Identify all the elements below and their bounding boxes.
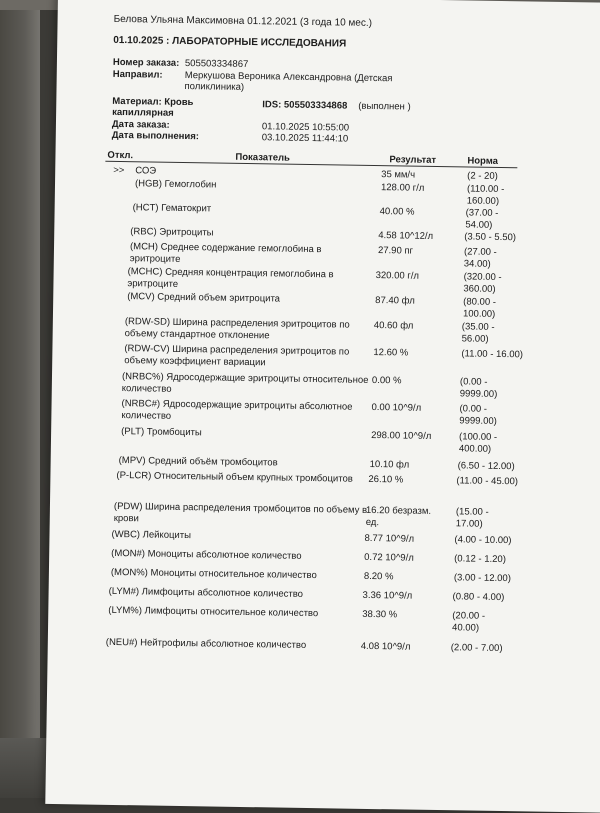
- header-flag: Откл.: [107, 149, 134, 162]
- row-name: (RDW-CV) Ширина распределения эритроцитов по объему коэффициент вариации: [124, 343, 350, 368]
- done-date-value: 03.10.2025 11:44:10: [261, 132, 349, 145]
- report-title: 01.10.2025 : ЛАБОРАТОРНЫЕ ИССЛЕДОВАНИЯ: [113, 34, 347, 50]
- row-name: (LYM#) Лимфоциты абсолютное количество: [108, 585, 304, 600]
- row-result: 8.20 %: [363, 570, 394, 583]
- table-row: [49, 566, 600, 585]
- order-number-value: 505503334867: [184, 58, 249, 70]
- row-norm: (320.00 - 360.00): [463, 271, 502, 295]
- row-name: (MCH) Среднее содержание гемоглобина в эритроците: [129, 241, 322, 265]
- row-name: (NRBC#) Ядросодержащие эритроциты абсолютное количество: [121, 398, 353, 422]
- row-result: 40.00 %: [379, 206, 415, 218]
- row-result: 26.10 %: [368, 473, 404, 486]
- row-norm: (35.00 - 56.00): [461, 321, 495, 345]
- material-label: Материал: Кровь капиллярная: [112, 95, 194, 119]
- row-norm: (3.50 - 5.50): [464, 231, 517, 244]
- row-norm: (100.00 - 400.00): [458, 431, 498, 455]
- row-norm: (4.00 - 10.00): [454, 534, 512, 547]
- row-result: 320.00 г/л: [375, 270, 420, 282]
- patient-line: Белова Ульяна Максимовна 01.12.2021 (3 года 10 мес.): [113, 13, 373, 29]
- row-name: (LYM%) Лимфоциты относительное количество: [108, 604, 319, 620]
- table-row: [55, 164, 600, 182]
- row-name: (RBC) Эритроциты: [130, 226, 214, 239]
- row-name: (PDW) Ширина распределения тромбоцитов по объему в крови: [113, 500, 368, 524]
- desk-background-left: [0, 0, 40, 798]
- row-result: 16.20 безразм. ед.: [365, 504, 432, 528]
- table-row: [48, 604, 600, 634]
- row-norm: (0.00 - 9999.00): [459, 376, 498, 400]
- header-result: Результат: [389, 154, 437, 166]
- row-result: 0.00 10^9/л: [371, 401, 422, 414]
- row-name: (NRBC%) Ядросодержащие эритроциты относительное количество: [121, 371, 369, 395]
- row-norm: (6.50 - 12.00): [457, 460, 515, 473]
- row-norm: (20.00 - 40.00): [452, 610, 486, 634]
- row-result: 3.36 10^9/л: [362, 589, 413, 602]
- row-norm: (0.12 - 1.20): [454, 553, 507, 566]
- row-norm: (37.00 - 54.00): [465, 207, 499, 231]
- row-norm: (15.00 - 17.00): [455, 506, 489, 530]
- row-name: (HGB) Гемоглобин: [134, 178, 217, 191]
- row-result: 0.00 %: [371, 374, 402, 387]
- row-name: (WBC) Лейкоциты: [111, 528, 192, 542]
- row-result: 38.30 %: [362, 608, 398, 621]
- row-norm: (3.00 - 12.00): [453, 572, 512, 585]
- row-name: (MCHC) Средняя концентрация гемоглобина в эритроците: [127, 266, 334, 290]
- table-row: [52, 370, 600, 400]
- done-date-label: Дата выполнения:: [111, 129, 200, 143]
- row-result: 8.77 10^9/л: [364, 532, 415, 545]
- row-name: (MON#) Моноциты абсолютное количество: [111, 547, 302, 562]
- row-result: 4.58 10^12/л: [378, 230, 434, 242]
- table-row: [48, 636, 600, 655]
- table-row: [50, 500, 600, 530]
- row-norm: (27.00 - 34.00): [463, 246, 497, 270]
- row-name: СОЭ: [135, 165, 157, 177]
- row-norm: (2.00 - 7.00): [450, 642, 503, 655]
- order-number-label: Номер заказа:: [112, 56, 180, 69]
- row-result: 0.72 10^9/л: [364, 551, 414, 564]
- order-date-value: 01.10.2025 10:55:00: [261, 121, 350, 134]
- row-norm: (2 - 20): [467, 170, 498, 182]
- row-norm: (0.00 - 9999.00): [459, 403, 497, 427]
- referrer-label: Направил:: [112, 68, 163, 81]
- row-result: 298.00 10^9/л: [371, 429, 432, 442]
- header-name: Показатель: [235, 151, 291, 164]
- row-result: 35 мм/ч: [381, 169, 416, 181]
- row-name: (MCV) Средний объем эритроцита: [127, 291, 281, 305]
- row-norm: (0.80 - 4.00): [452, 591, 505, 604]
- row-name: (PLT) Тромбоциты: [121, 426, 202, 439]
- row-name: (NEU#) Нейтрофилы абсолютное количество: [105, 636, 307, 651]
- row-result: 10.10 фл: [369, 458, 410, 471]
- referrer-value: Меркушова Вероника Александровна (Детская поликлиника): [184, 70, 393, 93]
- row-norm: (80.00 - 100.00): [462, 296, 497, 320]
- row-name: (MPV) Средний объём тромбоцитов: [118, 455, 278, 469]
- row-result: 27.90 пг: [377, 245, 414, 257]
- row-result: 12.60 %: [373, 346, 409, 359]
- row-norm: (11.00 - 16.00): [461, 348, 524, 361]
- row-norm: (11.00 - 45.00): [456, 475, 519, 488]
- row-result: 40.60 фл: [373, 320, 414, 332]
- order-date-label: Дата заказа:: [111, 118, 170, 131]
- row-name: (P-LCR) Относительный объем крупных тромбоцитов: [116, 469, 353, 485]
- row-result: 4.08 10^9/л: [360, 640, 411, 653]
- lab-report-sheet: [45, 0, 600, 813]
- row-result: 128.00 г/л: [380, 182, 425, 194]
- row-name: (MON%) Моноциты относительное количество: [110, 566, 317, 582]
- ids-label: IDS: 505503334868: [262, 99, 348, 112]
- ids-status: (выполнен ): [358, 100, 411, 113]
- table-row: [49, 547, 600, 566]
- row-result: 87.40 фл: [375, 295, 415, 307]
- row-name: (HCT) Гематокрит: [132, 202, 212, 215]
- row-norm: (110.00 - 160.00): [466, 183, 505, 207]
- table-row: [49, 585, 600, 604]
- row-flag: >>: [113, 164, 125, 177]
- row-name: (RDW-SD) Ширина распределения эритроцитов по объему стандартное отклонение: [124, 316, 350, 341]
- header-norm: Норма: [467, 155, 499, 167]
